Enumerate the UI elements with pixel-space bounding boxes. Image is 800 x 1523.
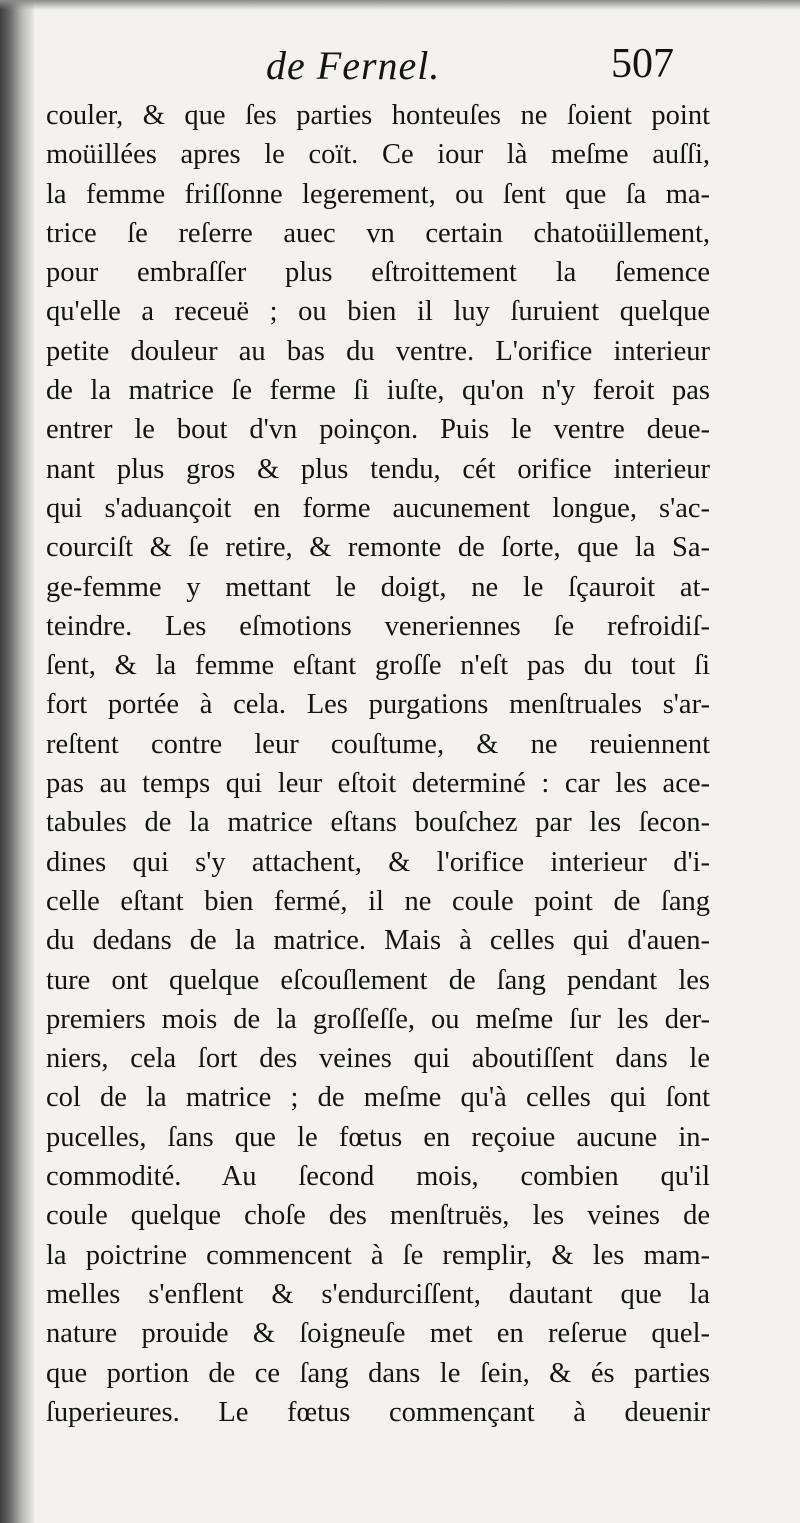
text-line: qui s'aduançoit en forme aucunement longue, s'ac- — [46, 492, 710, 524]
text-line: coule quelque choſe des menſtruës, les veines de — [46, 1200, 710, 1232]
text-line: pour embraſſer plus eſtroittement la ſemence — [46, 257, 710, 289]
text-line: petite douleur au bas du ventre. L'orifice interieur — [46, 335, 710, 367]
text-line: la poictrine commencent à ſe remplir, & les mam- — [46, 1239, 710, 1271]
text-line: entrer le bout d'vn poinçon. Puis le ventre deue- — [46, 414, 710, 446]
running-title: de Fernel. — [266, 43, 441, 88]
text-line: trice ſe reſerre auec vn certain chatoüillement, — [46, 217, 710, 249]
scan-binding-edge — [0, 0, 34, 1523]
text-line: niers, cela ſort des veines qui aboutiſſent dans le — [46, 1043, 710, 1075]
body-text — [46, 96, 710, 1432]
text-line: pas au temps qui leur eſtoit determiné : car les ace- — [46, 768, 710, 800]
text-line: tabules de la matrice eſtans bouſchez par les ſecon- — [46, 807, 710, 839]
text-line: fort portée à cela. Les purgations menſtruales s'ar- — [46, 689, 710, 721]
text-line: dines qui s'y attachent, & l'orifice interieur d'i- — [46, 846, 710, 878]
text-line: ſuperieures. Le fœtus commençant à deuenir — [46, 1396, 710, 1428]
scan-top-shadow — [0, 0, 800, 10]
text-line: la femme friſſonne legerement, ou ſent que ſa ma- — [46, 178, 710, 210]
text-line: melles s'enflent & s'endurciſſent, dautant que la — [46, 1278, 710, 1310]
text-line: ge-femme y mettant le doigt, ne le ſçauroit at- — [46, 571, 710, 603]
text-line: pucelles, ſans que le fœtus en reçoiue aucune in- — [46, 1121, 710, 1153]
text-line: moüillées apres le coït. Ce iour là meſme auſſi, — [46, 139, 710, 171]
text-line: qu'elle a receuë ; ou bien il luy ſuruient quelque — [46, 296, 710, 328]
text-line: du dedans de la matrice. Mais à celles qui d'auen- — [46, 925, 710, 957]
text-line: premiers mois de la groſſeſſe, ou meſme ſur les der- — [46, 1003, 710, 1035]
text-line: reſtent contre leur couſtume, & ne reuiennent — [46, 728, 710, 760]
text-line: courciſt & ſe retire, & remonte de ſorte, que la Sa- — [46, 532, 710, 564]
text-line: que portion de ce ſang dans le ſein, & és parties — [46, 1357, 710, 1389]
text-line: teindre. Les eſmotions veneriennes ſe refroidiſ- — [46, 610, 710, 642]
text-line: nature prouide & ſoigneuſe met en reſerue quel- — [46, 1318, 710, 1350]
text-line: nant plus gros & plus tendu, cét orifice interieur — [46, 453, 710, 485]
text-line: de la matrice ſe ferme ſi iuſte, qu'on n'y feroit pas — [46, 375, 710, 407]
text-line: col de la matrice ; de meſme qu'à celles qui ſont — [46, 1082, 710, 1114]
text-line: ture ont quelque eſcouſlement de ſang pendant les — [46, 964, 710, 996]
text-line: celle eſtant bien fermé, il ne coule point de ſang — [46, 885, 710, 917]
running-head — [46, 38, 746, 94]
text-line: ſent, & la femme eſtant groſſe n'eſt pas du tout ſi — [46, 650, 710, 682]
text-line: couler, & que ſes parties honteuſes ne ſoient point — [46, 100, 710, 131]
page-number: 507 — [611, 41, 674, 87]
text-line: commodité. Au ſecond mois, combien qu'il — [46, 1161, 710, 1193]
